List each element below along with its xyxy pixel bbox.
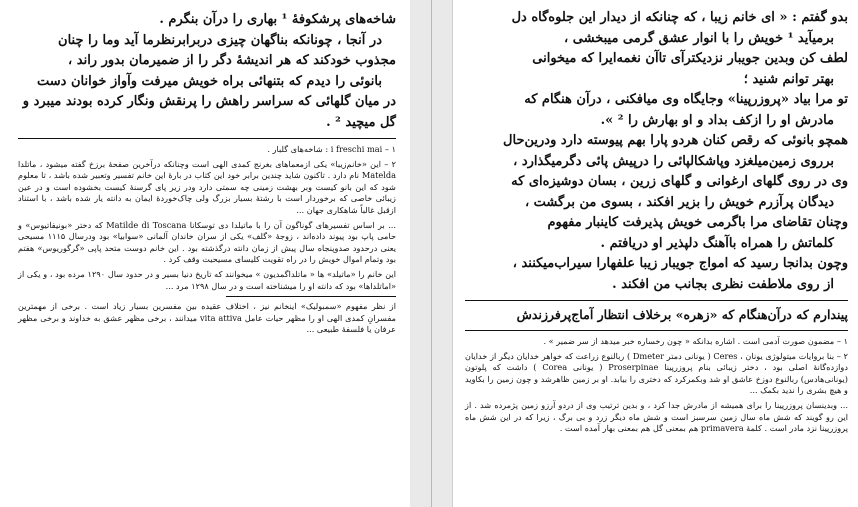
footnote: از نظر مفهوم «سمبولیک» اینخانم نیز ، اختلاف عقیده بین مفسرین بسیار زیاد است . برخی از مهمترین مفسرانِ کمدی الهی او را مظهر حیات عامل vita attiva میدانند ، برخی مظهر عشق به خداوند و برخی مظهر عرفان یا فلسفهٔ طبیعی ... [18, 301, 396, 335]
right-verse-line: وی در روی گلهای ارغوانی و گلهای زرین ، بسان دوشیزه‌ای که [511, 174, 848, 189]
left-verse-line: در آنجا ، چونانکه بناگهان چیزی دربرابرنظرما آید وما را چنان [58, 32, 382, 48]
footnote: ۲ – این «خانم‌زیبا» یکی ازمعماهای بغرنج کمدی الهی است وچنانکه درآخرین صفحهٔ برزخ گفته میشود ، ماتلدا Matelda نام دارد . تاکنون شاید چندین برابر خود این کتاب در بارهٔ این خانم تفسیر وتعبیر شده باشد ، تا معلوم شود که این بانو کیست وبر بهشت زمینی چه سمتی دارد ودر زیر پای گرسنهٔ کیست بخشوده است و در عین زیبائی خاصی که برخوردار است با رشتهٔ بسیار بزرگ ولی چاک‌خوردهٔ ایمان به دانته یار شده باشد ، با استناد ازقبل غالباً شاهکاری جهان ... [18, 158, 396, 215]
footnote: این خانم را «ماتیلد» ها « ماتلدا‌گمدیون » میخوانند که تاریخ دنیا بسیر و در حدود سال ۱۲۹۰ مرده بود ، و یکی از «اماتلداها» بود که دانته او را میشناخته است و در سال ۱۲۹۸ مرد ... [18, 268, 396, 291]
right-verse-line: برمیآید ¹ خویش را با انوار عشق گرمی میبخشی ، [564, 30, 834, 46]
footnote: ۱ – مضمون صورت آدمی است . اشاره بدانکه « چون رخساره خبر میدهد از سر ضمیر » . [543, 336, 848, 346]
footnote: ۲ – بنا بروایات میتولوژی یونان ، Ceres ( یونانی دمتر Dmeter ) ربالنوع زراعت که خواهر خدایان دیگر از خدایان دوازده‌گانهٔ اصلی بود ، دختر زیبائی بنام پروزرپینا Proserpinae ( یونانی Corea ) داشت که پلوتون (یونانی‌هادس) ربالنوع دوزخ عاشق او شد وبکمرکرد که دختری را بیابد. او بر زمین ظاهرشد و چون زمین را بکاوید و هیچ بشری را ندید بکمک ... [465, 350, 849, 396]
left-verse-line: گل میچید ² . [326, 114, 396, 130]
right-verse-line: مادرش او را ازکف بداد و او بهارش را ² ». [600, 112, 834, 128]
right-verse-line: وچنان تقاضای مرا باگرمی خویش پذیرفت کاینبار مفهوم [547, 215, 848, 230]
footnote-sub-separator [226, 296, 396, 297]
footnote: ... بر اساس تفسیرهای گوناگون آن را با ماتیلدا دی توسکانا Matilde di Toscana که دختر «بونیفاتیوس» و حامی پاپ بود پیوند داده‌اند ، زوجهٔ «گلف» یکی از سران خاندان آلمانی «سوابیا» بود ودرسال ۱۱۱۵ مسیحی یعنی درحدود صدوپنجاه سال پیش از زمان دانته درگذشته بود . این خانم دوست متحد پاپی «گرگوریوس» هفتم بود وتمام اموال خویش را در راه تقویت کلیسای مسیحیت وقف کرد . [18, 219, 397, 265]
right-footnotes [465, 336, 848, 435]
right-verse-line: کلماتش را همراه باآهنگ دلپذیر او دریافتم . [600, 235, 834, 251]
right-verse-line: بدو گفتم : « ای خانم زیبا ، که چنانکه از دیدار این جلوه‌گاه دل [511, 10, 848, 25]
left-footnotes [18, 144, 396, 336]
gutter-divider [431, 0, 432, 507]
left-verse-line: شاخه‌های پرشکوفهٔ ¹ بهاری را درآن بنگرم . [159, 12, 396, 27]
right-verse-line: از روی ملاطفت نظری بجانب من افکند . [612, 276, 834, 292]
transition-line: پیندارم که درآن‌هنگام که «زهره» برخلاف انتظار آماج‌پرفرزندش [516, 307, 848, 322]
footnote: ... وبدینسان پروزرپینا را برای همیشه از مادرش جدا کرد ، و بدین ترتیب وی از دردو آرزو زمین پژمرده شد . از این رو گویند که شش ماه سال زمین سرسبز است و شش ماه دیگر زرد و بی برگ ، زیرا که در این شش ماه پروزرپینا نزد مادر است . کلمهٔ primavera هم بمعنی گل هم بمعنی بهار آمده است . [465, 399, 848, 434]
left-verse-block [18, 10, 396, 132]
footnote: ۱ – i freschi mai : شاخه‌های گلبار . [267, 144, 396, 154]
verse-separator [465, 300, 848, 301]
right-verse-line: لطف کن وبدین جویبار نزدیکترآی تاآن نغمه‌ایرا که میخوانی [532, 51, 848, 66]
left-verse-line: مجذوب خودکند که هر اندیشهٔ دگر را از ضمیرمان بدور راند ، [68, 53, 396, 68]
right-verse-line: دیدگان پرآزرم خویش را بزیر افکند ، بسوی من برگشت ، [524, 194, 834, 210]
left-verse-line: بانوئی را دیدم که بتنهائی براه خویش میرفت وآواز خوانان دست [36, 73, 382, 89]
left-verse-line: در میان گلهائی که سراسر راهش را پرنقش ونگار کرده بودند میبرد و [22, 94, 396, 109]
right-page [452, 0, 858, 507]
right-verse-line: برروی زمین‌میلغزد وپاشکالپائی را درپیش پائی دگرمیگذارد ، [513, 153, 834, 169]
footnote-separator [18, 138, 396, 139]
left-page [0, 0, 410, 507]
right-verse-line: همچو بانوئی که رقص کنان هردو پارا بهم پیوسته دارد ودرین‌حال [503, 133, 848, 148]
footnote-separator [465, 330, 848, 331]
right-verse-line: تو مرا بیاد «پروزرپینا» وجایگاه وی میافکنی ، درآن هنگام که [524, 92, 848, 107]
right-verse-block [465, 8, 848, 294]
right-verse-line: بهتر توانم شنید ؛ [743, 71, 834, 87]
right-verse-line: وچون بدانجا رسید که امواج جویبار زیبا علفهارا سیراب‌میکنند ، [512, 256, 848, 271]
